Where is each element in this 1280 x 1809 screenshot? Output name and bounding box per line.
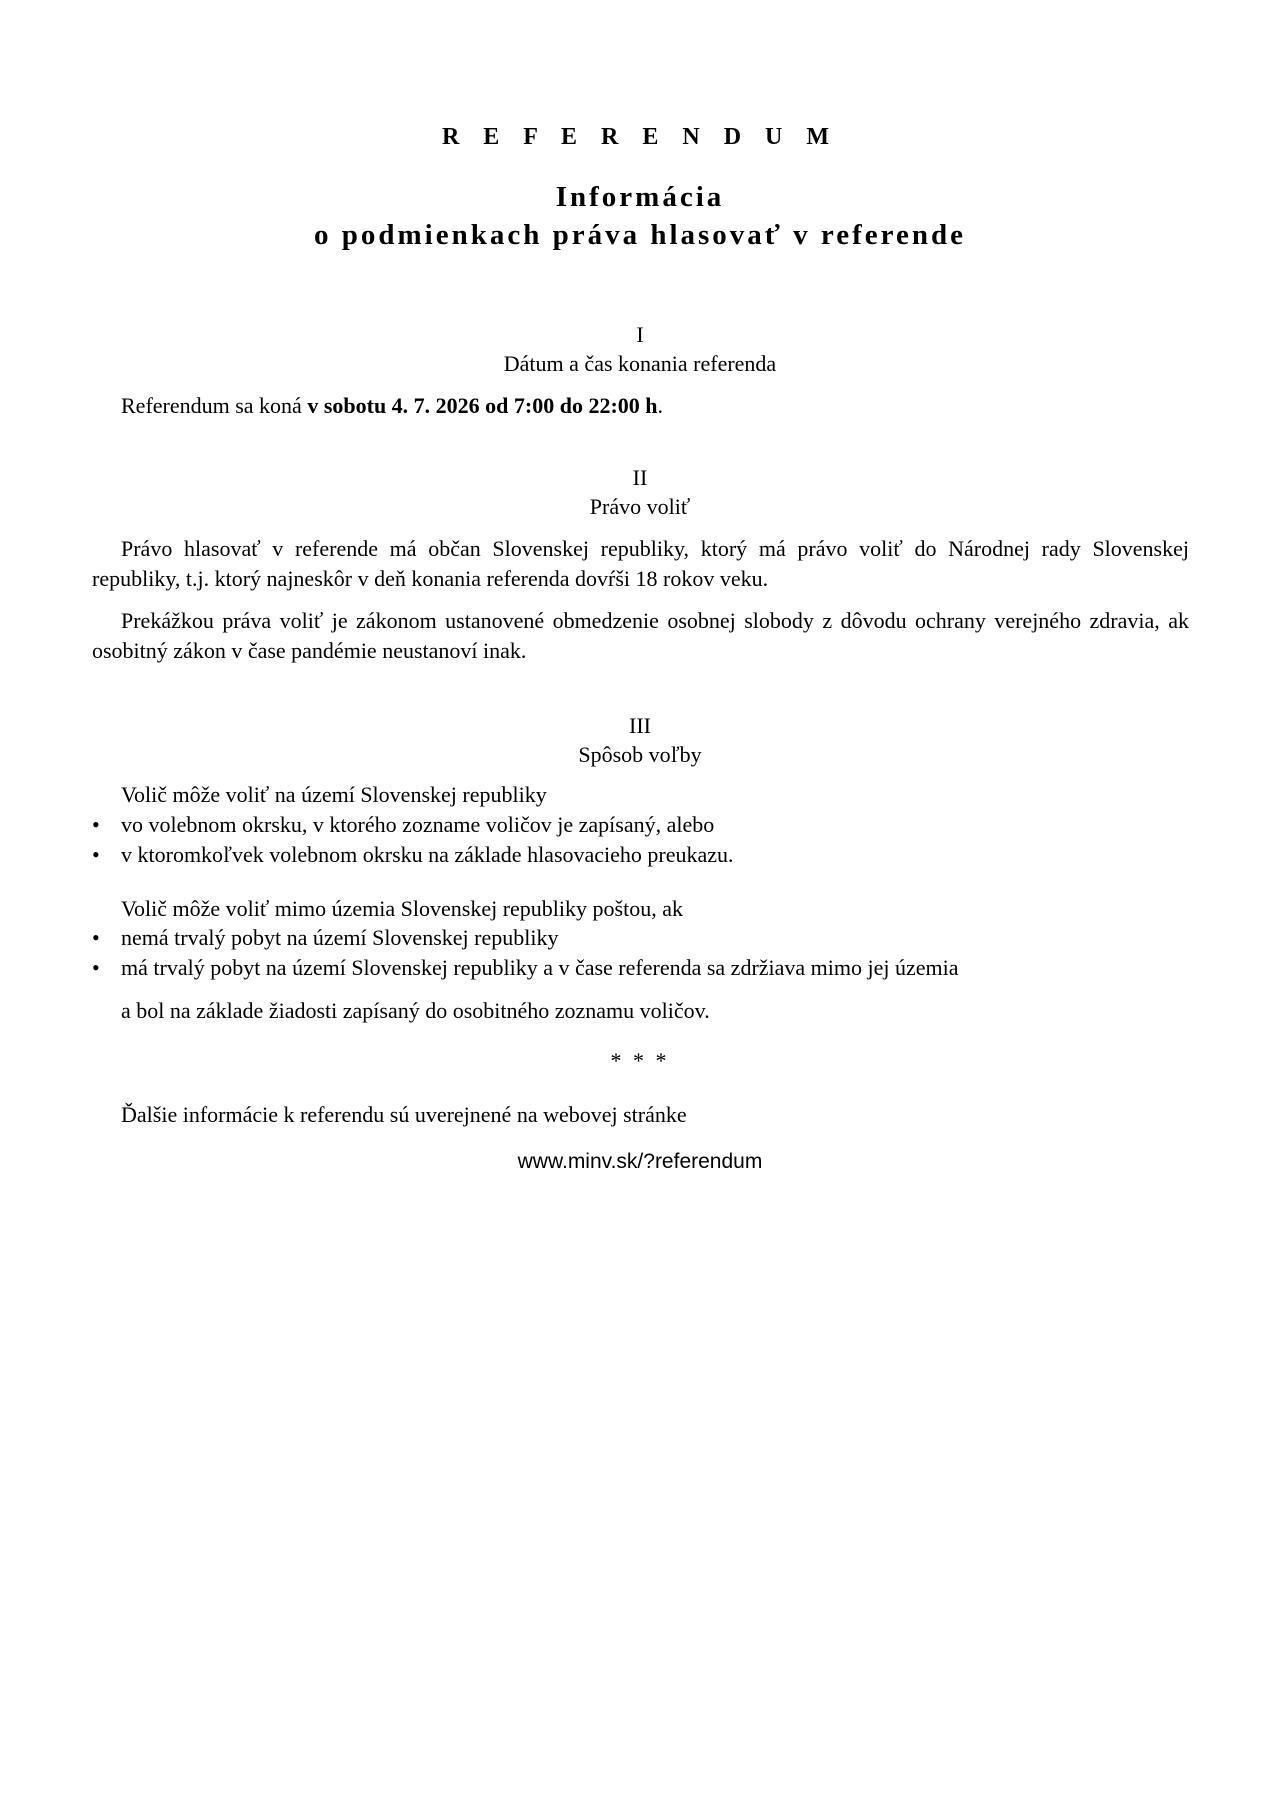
section1-title: Dátum a čas konania referenda bbox=[503, 351, 777, 376]
document-subtitle-line2: o podmienkach práva hlasovať v referende bbox=[313, 219, 967, 251]
list-item bbox=[92, 955, 959, 981]
section2-paragraph1: Právo hlasovať v referende má občan Slovenskej republiky, ktorý má právo voliť do Národnej rady Slovenskej republiky, t.j. ktorý najneskôr v deň konania referenda dovŕši 18 rokov veku. bbox=[92, 536, 1189, 591]
list-item bbox=[92, 812, 714, 838]
section1-text bbox=[121, 393, 663, 419]
section1-text-suffix: . bbox=[657, 393, 664, 418]
separator-stars: * * * bbox=[610, 1048, 670, 1073]
section3-continuation: a bol na základe žiadosti zapísaný do osobitného zoznamu voličov. bbox=[121, 998, 710, 1023]
bullet-icon: • bbox=[92, 842, 100, 867]
section3-number: III bbox=[629, 713, 651, 738]
section1-text-prefix: Referendum sa koná bbox=[121, 393, 308, 418]
section2-number: II bbox=[632, 465, 648, 490]
list-item-text: nemá trvalý pobyt na území Slovenskej republiky bbox=[121, 925, 559, 950]
footer-info: Ďalšie informácie k referendu sú uverejnené na webovej stránke bbox=[121, 1102, 687, 1127]
list-item bbox=[92, 925, 558, 951]
section3-intro1: Volič môže voliť na území Slovenskej republiky bbox=[121, 782, 547, 807]
bullet-icon: • bbox=[92, 925, 100, 950]
bullet-icon: • bbox=[92, 812, 100, 837]
list-item-text: v ktoromkoľvek volebnom okrsku na základe hlasovacieho preukazu. bbox=[121, 842, 734, 867]
list-item-text: vo volebnom okrsku, v ktorého zozname voličov je zapísaný, alebo bbox=[121, 812, 715, 837]
referendum-url: www.minv.sk/?referendum bbox=[517, 1150, 763, 1173]
list-item-text: má trvalý pobyt na území Slovenskej republiky a v čase referenda sa zdržiava mimo jej územia bbox=[121, 955, 959, 980]
bullet-icon: • bbox=[92, 955, 100, 980]
list-item bbox=[92, 842, 734, 868]
document-subtitle-line1: Informácia bbox=[555, 181, 725, 213]
section3-title: Spôsob voľby bbox=[578, 742, 702, 767]
section3-intro2: Volič môže voliť mimo územia Slovenskej republiky poštou, ak bbox=[121, 896, 683, 921]
section2-paragraph2: Prekážkou práva voliť je zákonom ustanovené obmedzenie osobnej slobody z dôvodu ochrany verejného zdravia, ak osobitný zákon v čase pandémie neustanoví inak. bbox=[92, 608, 1189, 663]
section1-date-time: v sobotu 4. 7. 2026 od 7:00 do 22:00 h bbox=[307, 393, 658, 418]
document-title: R E F E R E N D U M bbox=[441, 124, 839, 150]
section1-number: I bbox=[636, 322, 644, 347]
section2-title: Právo voliť bbox=[589, 494, 691, 519]
